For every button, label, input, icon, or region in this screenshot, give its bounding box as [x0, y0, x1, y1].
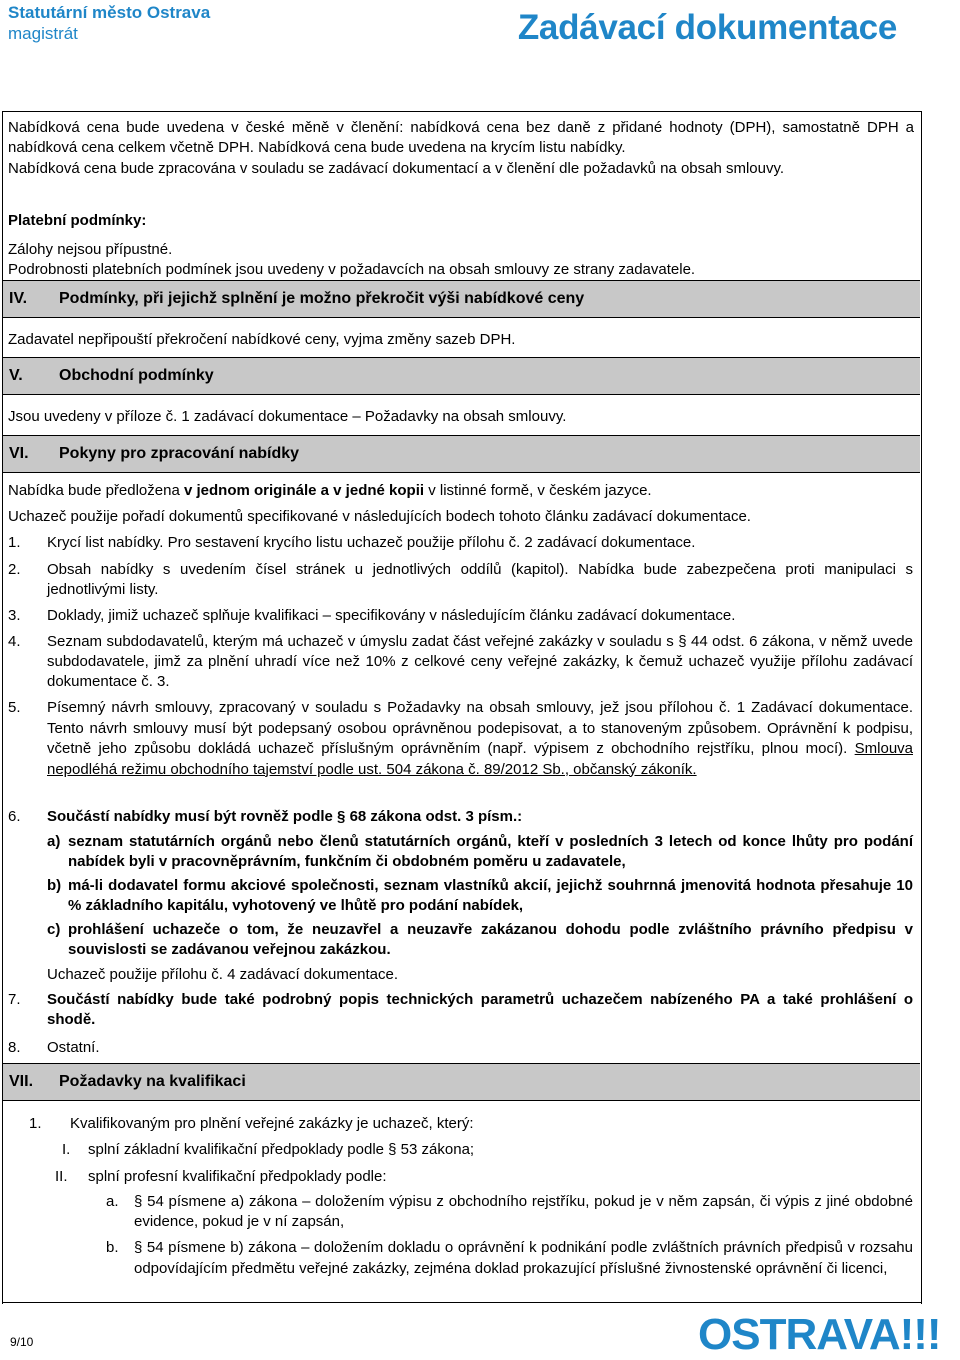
section-title: Podmínky, při jejichž splnění je možno překročit výši nabídkové ceny — [59, 290, 585, 307]
list-item: Seznam subdodavatelů, kterým má uchazeč v úmyslu zadat část veřejné zakázky v souladu s § 44 odst. 6 zákona, v němž uvede subdodavatele, jimž za plnění uhradí více než 10% z celkové ceny veřejné zakázky, k čemuž uchazeč využije přílohu zadávací dokumentace č. 3. — [47, 633, 913, 690]
sub-item-letter: a) — [47, 833, 61, 850]
payment-text-2: Podrobnosti platebních podmínek jsou uvedeny v požadavcích na obsah smlouvy ze strany zadavatele. — [8, 261, 696, 278]
section-number: VI. — [9, 445, 29, 462]
non-confidential-note: Smlouva nepodléhá režimu obchodního tajemství podle ust. 504 zákona č. 89/2012 Sb., občanský zákoník. — [47, 740, 913, 778]
list-item-number: 1. — [8, 534, 21, 551]
price-paragraph: Nabídková cena bude uvedena v české měně v členění: nabídková cena bez daně z přidané hodnoty (DPH), samostatně DPH a nabídková cena celkem včetně DPH. Nabídková cena bude uvedena na krycím listu nabídky. — [8, 119, 914, 156]
section-title: Obchodní podmínky — [59, 367, 214, 384]
sub-item: seznam statutárních orgánů nebo členů statutárních orgánů, kteří v posledních 3 letech od konce lhůty pro podání nabídek byli v pracovněprávním, funkčním či obdobném poměru u zadavatele, — [68, 833, 913, 870]
sub-item: prohlášení uchazeče o tom, že neuzavřel a neuzavře zakázanou dohodu podle zvláštního právního předpisu v souvislosti se zadávanou veřejnou zakázkou. — [68, 921, 913, 958]
payment-text-1: Zálohy nejsou přípustné. — [8, 241, 173, 258]
section-v-body: Jsou uvedeny v příloze č. 1 zadávací dokumentace – Požadavky na obsah smlouvy. — [8, 408, 567, 425]
list-item-number: 5. — [8, 699, 21, 716]
section-bar-vi — [3, 435, 920, 473]
organization-name: Statutární město Ostrava — [8, 3, 211, 22]
section-title: Pokyny pro zpracování nabídky — [59, 445, 300, 462]
letter-number: a. — [106, 1193, 119, 1210]
list-item-number: 3. — [8, 607, 21, 624]
organization-unit: magistrát — [8, 24, 78, 43]
logo-text: OSTRAVA!!! — [698, 1313, 941, 1355]
content-frame-bottom — [2, 1302, 922, 1303]
sub-item-letter: b) — [47, 877, 62, 894]
vi-paragraph-1: Nabídka bude předložena v jednom originále a v jedné kopii v listinné formě, v českém jazyce. — [8, 482, 652, 499]
document-title: Zadávací dokumentace — [517, 8, 897, 47]
list-item-number: 2. — [8, 561, 21, 578]
list-item-number: 4. — [8, 633, 21, 650]
payment-heading: Platební podmínky: — [8, 212, 147, 229]
list-item: Písemný návrh smlouvy, zpracovaný v souladu s Požadavky na obsah smlouvy, jež jsou přílohou č. 1 Zadávací dokumentace. Tento návrh smlouvy musí být podepsaný osobou oprávněnou podepisovat, a to stanoveným způsobem. Oprávnění k podpisu, včetně jeho způsobu dokládá uchazeč příslušným oprávněním (např. výpisem z obchodního rejstříku, plnou mocí). Smlouva nepodléhá režimu obchodního tajemství podle ust. 504 zákona č. 89/2012 Sb., občanský zákoník. — [47, 699, 913, 778]
list-item: Ostatní. — [47, 1039, 100, 1056]
list-item-number: 8. — [8, 1039, 21, 1056]
section-bar-vii — [3, 1063, 920, 1101]
page-number: 9/10 — [10, 1335, 34, 1349]
section-number: VII. — [9, 1073, 34, 1090]
sub-item: má-li dodavatel formu akciové společnosti, seznam vlastníků akcií, jejichž souhrnná jmenovitá hodnota přesahuje 10 % základního kapitálu, vyhotovený ve lhůtě pro podání nabídek, — [68, 877, 913, 914]
list-item: Krycí list nabídky. Pro sestavení krycího listu uchazeč použije přílohu č. 2 zadávací dokumentace. — [47, 534, 696, 551]
sub-item-note: Uchazeč použije přílohu č. 4 zadávací dokumentace. — [47, 966, 399, 983]
section-iv-body: Zadavatel nepřipouští překročení nabídkové ceny, vyjma změny sazeb DPH. — [8, 331, 516, 348]
list-item: Kvalifikovaným pro plnění veřejné zakázky je uchazeč, který: — [70, 1115, 474, 1132]
section-title: Požadavky na kvalifikaci — [59, 1073, 246, 1090]
section-bar-v — [3, 357, 920, 395]
letter-item: § 54 písmene a) zákona – doložením výpisu z obchodního rejstříku, pokud je v něm zapsán, či výpis z jiné obdobné evidence, pokud je v ní zapsán, — [134, 1193, 913, 1230]
list-item: Doklady, jimiž uchazeč splňuje kvalifikaci – specifikovány v následujícím článku zadávací dokumentace. — [47, 607, 736, 624]
roman-item: splní profesní kvalifikační předpoklady podle: — [88, 1168, 387, 1185]
list-item: Součástí nabídky bude také podrobný popis technických parametrů uchazečem nabízeného PA a také prohlášení o shodě. — [47, 991, 913, 1028]
section-number: V. — [9, 367, 23, 384]
sub-item-letter: c) — [47, 921, 61, 938]
section-bar-iv — [3, 280, 920, 318]
letter-item: § 54 písmene b) zákona – doložením dokladu o oprávnění k podnikání podle zvláštních právních předpisů v rozsahu odpovídajícím předmětu veřejné zakázky, zejména doklad prokazující příslušné živnostenské oprávnění či licenci, — [134, 1239, 913, 1277]
roman-item: splní základní kvalifikační předpoklady podle § 53 zákona; — [88, 1141, 475, 1158]
list-item-number: 6. — [8, 808, 21, 825]
price-paragraph-2: Nabídková cena bude zpracována v souladu se zadávací dokumentací a v členění dle požadavků na obsah smlouvy. — [8, 160, 785, 177]
roman-number: II. — [55, 1168, 68, 1185]
list-item: Součástí nabídky musí být rovněž podle § 68 zákona odst. 3 písm.: — [47, 808, 523, 825]
section-number: IV. — [9, 290, 28, 307]
ostrava-logo — [698, 1313, 956, 1360]
letter-number: b. — [106, 1239, 119, 1256]
list-item: Obsah nabídky s uvedením čísel stránek u jednotlivých oddílů (kapitol). Nabídka bude zabezpečena proti manipulaci s jednotlivými listy. — [47, 561, 913, 598]
list-item-number: 1. — [29, 1115, 42, 1132]
list-item-number: 7. — [8, 991, 21, 1008]
vi-paragraph-2: Uchazeč použije pořadí dokumentů specifikované v následujících bodech tohoto článku zadávací dokumentace. — [8, 508, 751, 525]
roman-number: I. — [62, 1141, 71, 1158]
